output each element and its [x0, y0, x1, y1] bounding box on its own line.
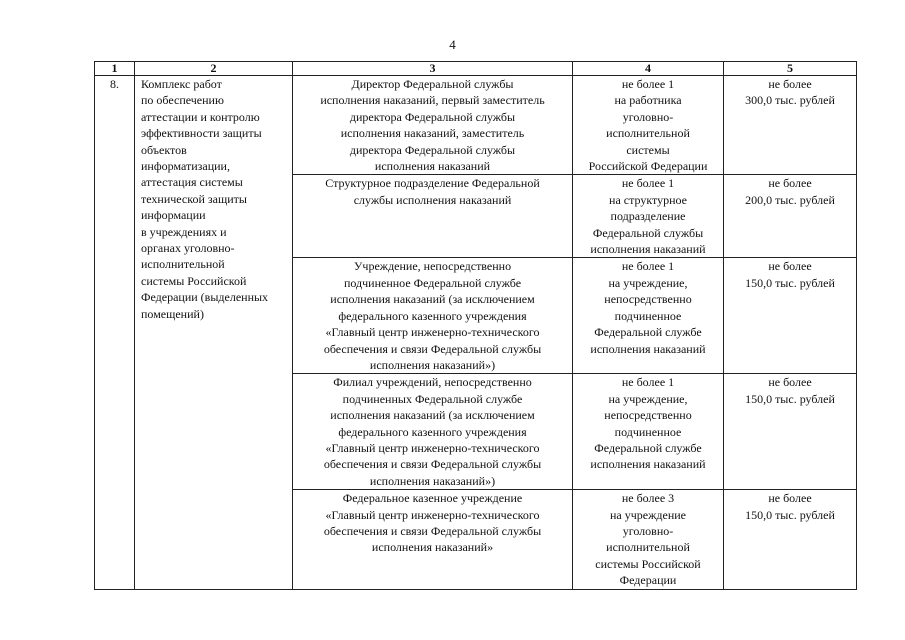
page-number: 4	[449, 37, 456, 52]
quantity-cell: не более 1 на учреждение, непосредственно подчиненное Федеральной службе исполнения наказаний	[573, 374, 724, 490]
price-cell: не более 150,0 тыс. рублей	[724, 258, 857, 374]
quantity-cell: не более 1 на учреждение, непосредственно подчиненное Федеральной службе исполнения наказаний	[573, 258, 724, 374]
quantity-cell: не более 1 на работника уголовно- исполнительной системы Российской Федерации	[573, 76, 724, 175]
header-col-3: 3	[293, 62, 573, 76]
position-cell: Филиал учреждений, непосредственно подчиненных Федеральной службе исполнения наказаний (за исключением федерального казенного учреждения «Главный центр инженерно-технического обеспечения и связи Федеральной службы исполнения наказаний»)	[293, 374, 573, 490]
quantity-cell: не более 1 на структурное подразделение Федеральной службы исполнения наказаний	[573, 175, 724, 258]
table-row	[95, 76, 857, 175]
header-col-5: 5	[724, 62, 857, 76]
price-cell: не более 150,0 тыс. рублей	[724, 374, 857, 490]
position-cell: Директор Федеральной службы исполнения наказаний, первый заместитель директора Федеральной службы исполнения наказаний, заместитель директора Федеральной службы исполнения наказаний	[293, 76, 573, 175]
price-cell: не более 300,0 тыс. рублей	[724, 76, 857, 175]
header-col-1: 1	[95, 62, 135, 76]
quantity-cell: не более 3 на учреждение уголовно- исполнительной системы Российской Федерации	[573, 490, 724, 589]
work-description: Комплекс работ по обеспечению аттестации и контролю эффективности защиты объектов информатизации, аттестация системы технической защиты информации в учреждениях и органах уголовно- исполнительной системы Российской Федерации (выделенных помещений)	[135, 76, 293, 590]
price-cell: не более 150,0 тыс. рублей	[724, 490, 857, 589]
norms-table	[94, 61, 857, 590]
price-cell: не более 200,0 тыс. рублей	[724, 175, 857, 258]
header-col-2: 2	[135, 62, 293, 76]
header-row	[95, 62, 857, 76]
position-cell: Учреждение, непосредственно подчиненное Федеральной службе исполнения наказаний (за исключением федерального казенного учреждения «Главный центр инженерно-технического обеспечения и связи Федеральной службы исполнения наказаний»)	[293, 258, 573, 374]
position-cell: Федеральное казенное учреждение «Главный центр инженерно-технического обеспечения и связи Федеральной службы исполнения наказаний»	[293, 490, 573, 589]
header-col-4: 4	[573, 62, 724, 76]
position-cell: Структурное подразделение Федеральной службы исполнения наказаний	[293, 175, 573, 258]
row-number: 8.	[95, 76, 135, 590]
